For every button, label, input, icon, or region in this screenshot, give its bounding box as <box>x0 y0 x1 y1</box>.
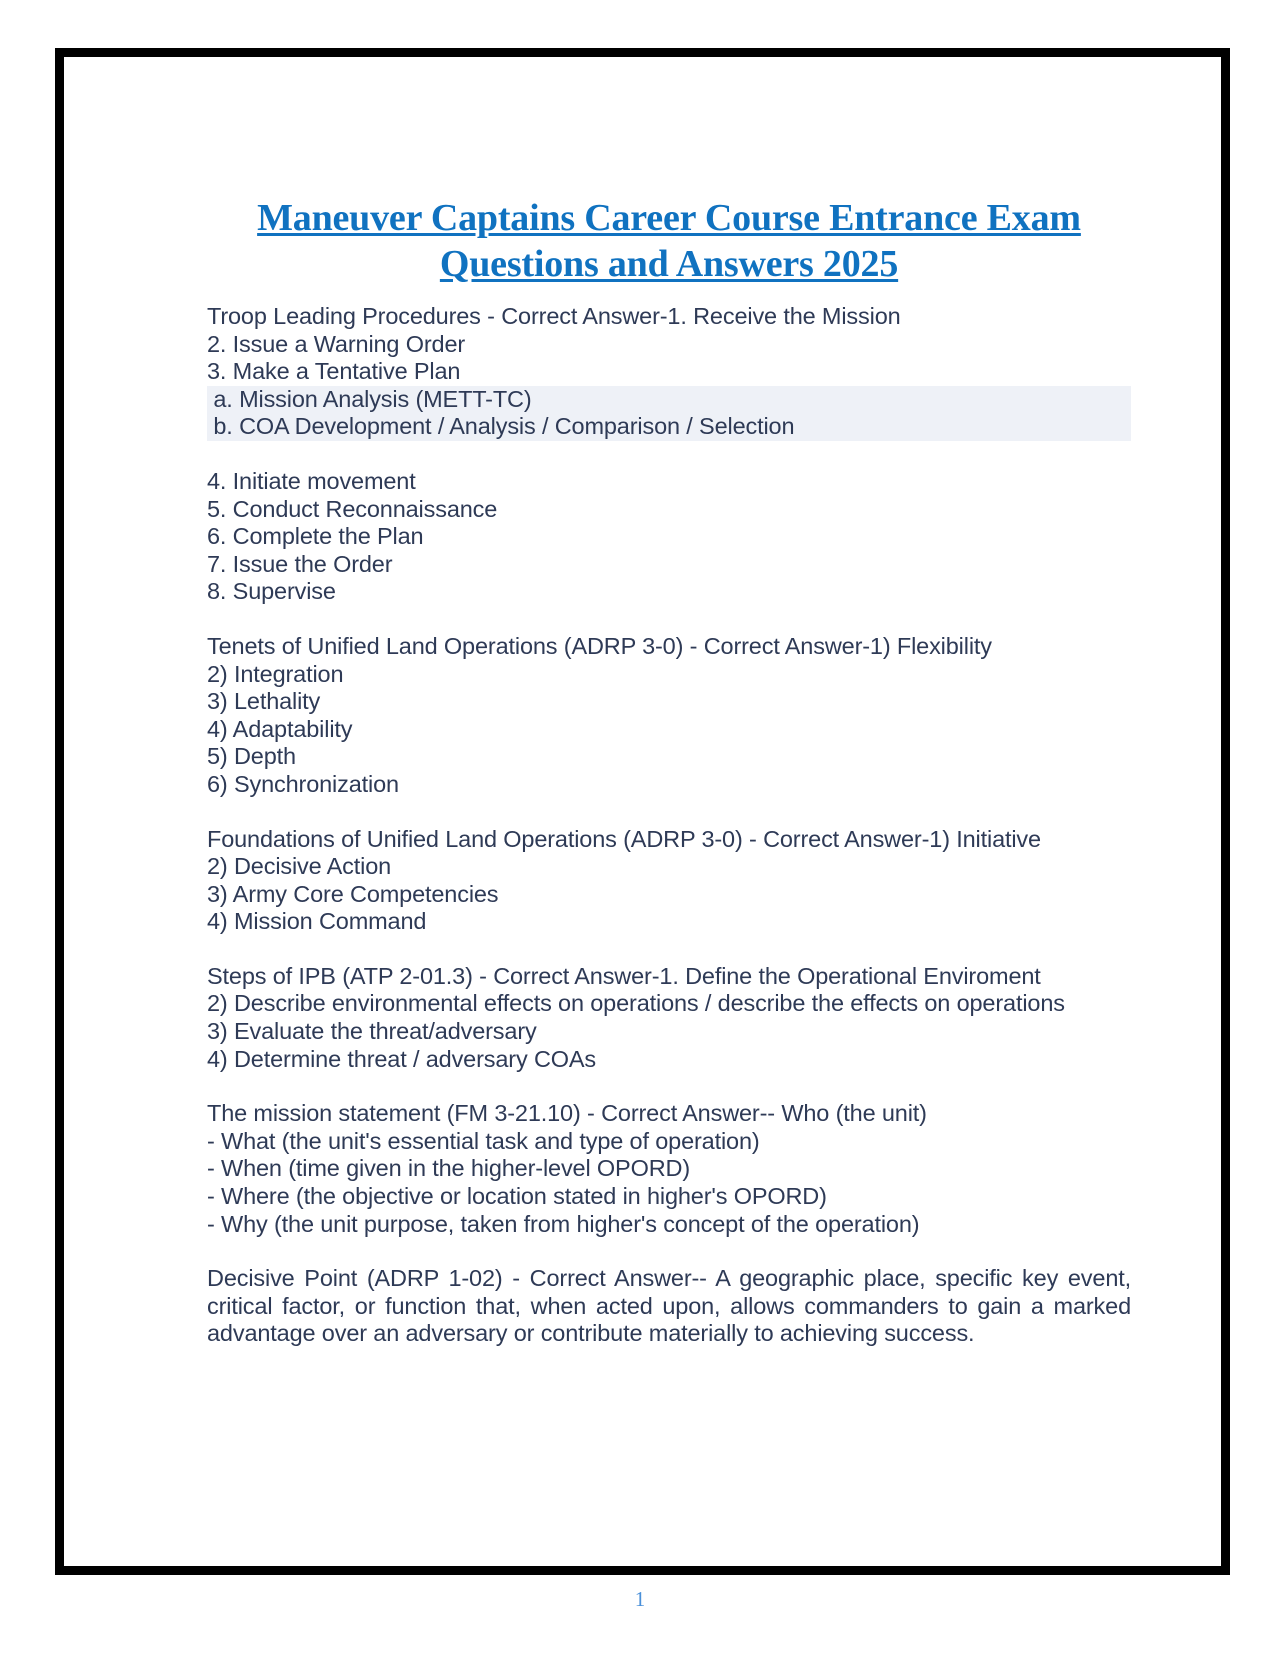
text-line: 3) Army Core Competencies <box>207 880 499 907</box>
text-line: 6. Complete the Plan <box>207 523 424 550</box>
qa-block-steps-of-ipb <box>207 963 1131 1073</box>
text-line: Tenets of Unified Land Operations (ADRP 3-0) - Correct Answer-1) Flexibility <box>207 632 992 659</box>
page-title-line-2: Questions and Answers 2025 <box>439 243 899 285</box>
text-line: - Where (the objective or location stated in higher's OPORD) <box>207 1183 827 1210</box>
text-line: - What (the unit's essential task and type of operation) <box>207 1127 760 1154</box>
text-line: 4) Adaptability <box>207 715 353 742</box>
text-line: 5. Conduct Reconnaissance <box>207 495 498 522</box>
qa-block-mission-statement <box>207 1100 1131 1238</box>
text-paragraph: Decisive Point (ADRP 1-02) - Correct Answer-- A geographic place, specific key event, critical factor, or function that, when acted upon, allows commanders to gain a marked advantage over an adversary or contribute materially to achieving success. <box>207 1265 1131 1347</box>
document-content <box>207 195 1131 1348</box>
page-title-line-1: Maneuver Captains Career Course Entrance Exam <box>257 197 1081 239</box>
text-line: Steps of IPB (ATP 2-01.3) - Correct Answer-1. Define the Operational Enviroment <box>207 962 1041 989</box>
text-line: 4) Determine threat / adversary COAs <box>207 1045 597 1072</box>
text-line-highlighted: a. Mission Analysis (METT-TC) <box>207 386 1131 414</box>
text-line: 2. Issue a Warning Order <box>207 330 466 357</box>
qa-block-troop-leading-procedures-continued <box>207 468 1131 606</box>
text-line: - When (time given in the higher-level OPORD) <box>207 1155 691 1182</box>
page-title <box>207 195 1131 287</box>
text-line: 5) Depth <box>207 743 296 770</box>
text-line: 6) Synchronization <box>207 770 399 797</box>
text-line: 2) Decisive Action <box>207 853 392 880</box>
text-line-highlighted: b. COA Development / Analysis / Comparison / Selection <box>207 413 1131 441</box>
text-line: - Why (the unit purpose, taken from higher's concept of the operation) <box>207 1210 920 1237</box>
text-line: 3) Lethality <box>207 688 321 715</box>
qa-block-troop-leading-procedures <box>207 303 1131 441</box>
qa-block-foundations-of-unified-land-operations <box>207 826 1131 936</box>
text-line: Troop Leading Procedures - Correct Answer-1. Receive the Mission <box>207 303 901 329</box>
text-line: 2) Describe environmental effects on operations / describe the effects on operations <box>207 990 1065 1017</box>
page-border-frame <box>55 48 1230 1575</box>
text-line: 8. Supervise <box>207 578 336 605</box>
text-line: 4. Initiate movement <box>207 467 416 494</box>
text-line: 3) Evaluate the threat/adversary <box>207 1018 537 1045</box>
text-line: 3. Make a Tentative Plan <box>207 358 461 385</box>
qa-block-tenets-of-unified-land-operations <box>207 633 1131 799</box>
text-line: 7. Issue the Order <box>207 550 393 577</box>
text-line: The mission statement (FM 3-21.10) - Correct Answer-- Who (the unit) <box>207 1100 927 1127</box>
text-line: 2) Integration <box>207 660 344 687</box>
page-number: 1 <box>634 1587 646 1611</box>
text-line: 4) Mission Command <box>207 908 427 935</box>
qa-block-decisive-point <box>207 1265 1131 1348</box>
text-line: Foundations of Unified Land Operations (ADRP 3-0) - Correct Answer-1) Initiative <box>207 825 1041 852</box>
